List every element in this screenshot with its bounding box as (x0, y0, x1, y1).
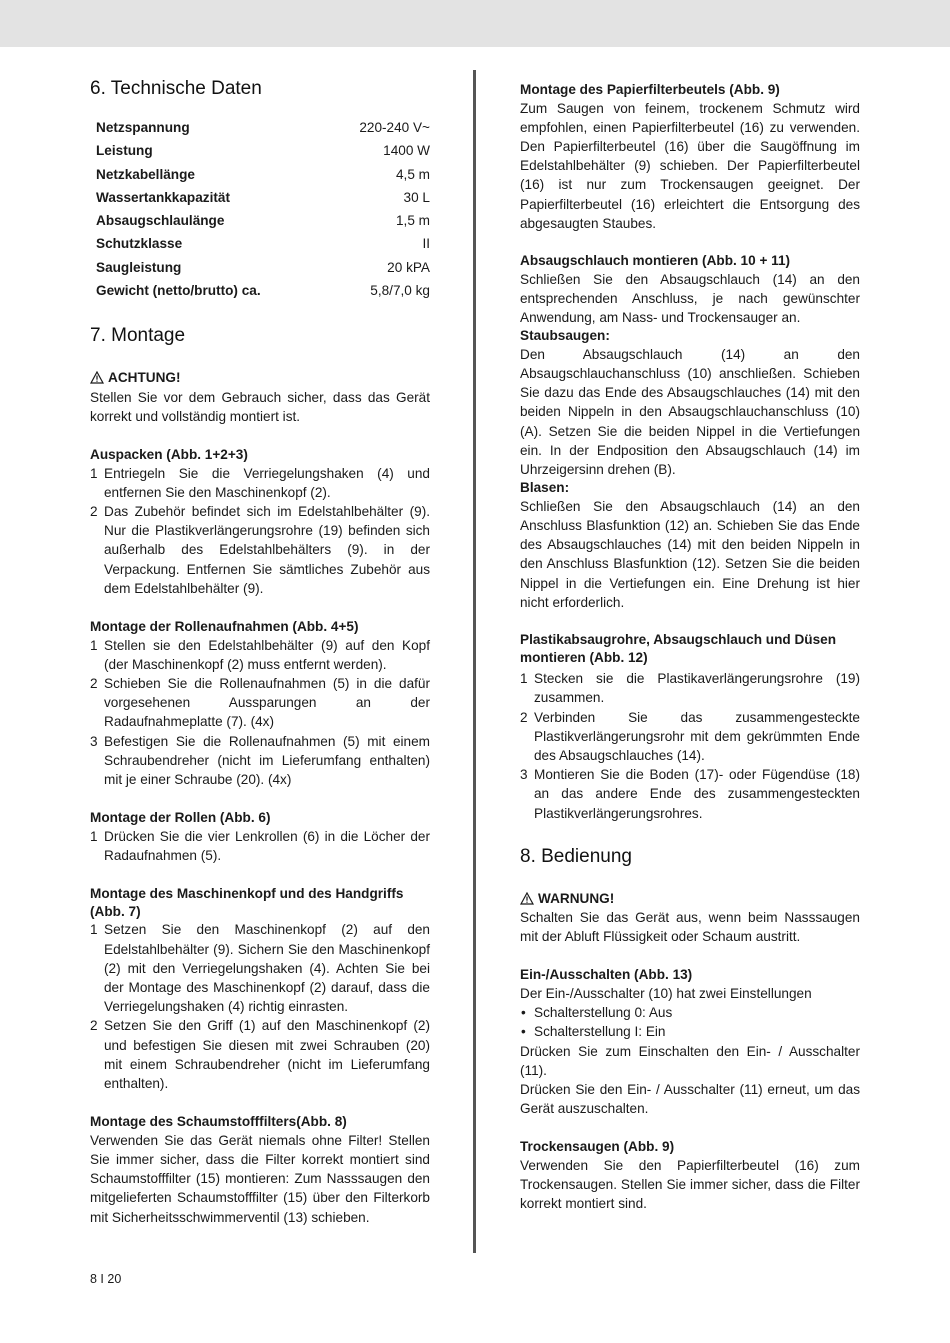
list-item (90, 674, 430, 732)
bullet-text: Schalterstellung I: Ein (534, 1024, 666, 1040)
warning-triangle-icon (520, 892, 534, 905)
maschinenkopf-list (90, 920, 430, 1093)
subtitle-papierfilterbeutel: Montage des Papierfilterbeutels (Abb. 9) (520, 82, 780, 97)
list-item-number: 2 (520, 709, 528, 725)
staubsaugen-label: Staubsaugen: (520, 328, 610, 344)
list-item-text: Setzen Sie den Griff (1) auf den Maschinenkopf (2) und befestigen Sie diesen mit zwei Schrauben (20) mit einem Schraubendreher (nicht im Lieferumfang enthalten). (104, 1018, 430, 1092)
spec-label: Schutzklasse (96, 236, 183, 252)
spec-row (96, 256, 430, 279)
subtitle-ein-ausschalten: Ein-/Ausschalten (Abb. 13) (520, 967, 693, 983)
list-item-number: 1 (520, 671, 528, 687)
trockensaugen-text: Verwenden Sie den Papierfilterbeutel (16) zum Trockensaugen. Stellen Sie immer sicher, dass die Filter korrekt montiert sind. (520, 1158, 860, 1212)
blasen-text: Schließen Sie den Absaugschlauch (14) an den Anschluss Blasfunktion (12) an. Schieben Sie das Ende des Absaugschlauches (14) mit den beiden Nippeln in den Anschluss Blasfunktion (12). Setzen Sie die beiden Nippel in die Vertiefungen ein. Eine Drehung ist hier nicht erforderlich. (520, 498, 860, 610)
bullet-item (520, 1022, 860, 1041)
warnung-warning (520, 889, 860, 908)
schaumstofffilter-text: Verwenden Sie das Gerät niemals ohne Filter! Stellen Sie immer sicher, dass die Filter korrekt montiert sind Schaumstofffilter (15) montieren: Zum Nasssaugen den mitgelieferten Schaumstofffilter (15) über den Filterkorb mit Sicherheitsschwimmerventil (13) schieben. (90, 1132, 430, 1225)
spec-label: Gewicht (netto/brutto) ca. (96, 283, 261, 299)
achtung-warning (90, 368, 430, 387)
list-item-text: Stellen sie den Edelstahlbehälter (9) auf den Kopf (der Maschinenkopf (2) muss entfernt werden). (104, 637, 430, 672)
spec-row (96, 186, 430, 209)
section-title-bedienung: 8. Bedienung (520, 845, 632, 867)
bullet-glyph: • (521, 1024, 526, 1040)
list-item-number: 3 (90, 733, 98, 749)
spec-value: 220-240 V~ (359, 120, 430, 135)
list-item-text: Drücken Sie die vier Lenkrollen (6) in die Löcher der Radaufnahmen (5). (104, 828, 430, 864)
spec-value: 30 L (403, 189, 430, 205)
spec-row (96, 232, 430, 255)
warning-text: Schalten Sie das Gerät aus, wenn beim Nasssaugen mit der Abluft Flüssigkeit oder Schaum austritt. (520, 910, 860, 945)
list-item (520, 765, 860, 823)
list-item-number: 1 (90, 637, 98, 653)
schalter-intro: Der Ein-/Ausschalter (10) hat zwei Einstellungen (520, 986, 812, 1002)
list-item-text: Entriegeln Sie die Verriegelungshaken (4) und entfernen Sie den Maschinenkopf (2). (104, 465, 430, 500)
bullet-item (520, 1003, 860, 1022)
spec-row (96, 139, 430, 162)
subtitle-trockensaugen: Trockensaugen (Abb. 9) (520, 1139, 675, 1155)
spec-value: 20 kPA (387, 259, 430, 275)
technical-data-table (96, 116, 430, 302)
papierfilterbeutel-text: Zum Saugen von feinem, trockenem Schmutz wird empfohlen, einen Papierfilterbeutel (16) zu verwenden. Den Papierfilterbeutel (16) über die Saugöffnung im Edelstahlbehälter (9) schieben. Der Papierfilterbeutel (16) ist nur zum Trockensaugen geeignet. Der Papierfilterbeutel (16) erleichtert die Entsorgung des abgesaugten Staubes. (520, 100, 860, 231)
spec-label: Netzkabellänge (96, 166, 195, 182)
warning-label: ACHTUNG! (108, 370, 181, 386)
subtitle-rollen: Montage der Rollen (Abb. 6) (90, 810, 271, 826)
spec-row (96, 279, 430, 302)
list-item-text: Montieren Sie die Boden (17)- oder Fügendüse (18) an das andere Ende des zusammengesteckten Plastikverlängerungsrohres. (534, 767, 860, 821)
plastikabsaugrohre-list (520, 669, 860, 823)
list-item-number: 1 (90, 465, 98, 481)
rollenaufnahmen-list (90, 636, 430, 790)
spec-row (96, 116, 430, 139)
warning-label: WARNUNG! (538, 890, 615, 906)
list-item (90, 464, 430, 502)
section-title-technische-daten: 6. Technische Daten (90, 78, 262, 99)
spec-value: 1400 W (383, 143, 430, 159)
warning-text: Stellen Sie vor dem Gebrauch sicher, dass das Gerät korrekt und vollständig montiert ist. (90, 389, 430, 424)
spec-value: 4,5 m (396, 166, 430, 182)
schalter-text-ausschalten: Drücken Sie den Ein- / Ausschalter (11) erneut, um das Gerät auszuschalten. (520, 1082, 860, 1117)
list-item-text: Setzen Sie den Maschinenkopf (2) auf den Edelstahlbehälter (9). Sichern Sie den Maschinenkopf (2) mit den Verriegelungshaken (4). Achten Sie bei der Montage des Maschinenkopf (2) darauf, dass die Verriegelungshaken (4) richtig einrasten. (104, 922, 430, 1015)
list-item-text: Verbinden Sie das zusammengesteckte Plastikverlängerungsrohr mit dem gekrümmten Ende des Absaugschlauches (14). (534, 709, 860, 764)
spec-label: Absaugschlaulänge (96, 213, 225, 229)
subtitle-maschinenkopf: Montage des Maschinenkopf und des Handgriffs (Abb. 7) (90, 886, 404, 919)
absaugschlauch-intro: Schließen Sie den Absaugschlauch (14) an den entsprechenden Anschluss, je nach gewünschter Anwendung, am Nass- und Trockensauger an. (520, 271, 860, 326)
list-item-text: Stecken sie die Plastikaverlängerungsrohre (19) zusammen. (534, 671, 860, 706)
spec-value: 5,8/7,0 kg (370, 283, 430, 299)
subtitle-rollenaufnahmen: Montage der Rollenaufnahmen (Abb. 4+5) (90, 619, 359, 634)
subtitle-plastikabsaugrohre: Plastikabsaugrohre, Absaugschlauch und Düsen montieren (Abb. 12) (520, 632, 837, 665)
bullet-text: Schalterstellung 0: Aus (534, 1005, 673, 1021)
list-item-text: Schieben Sie die Rollenaufnahmen (5) in die dafür vorgesehenen Aussparungen an der Radaufnahmeplatte (7). (4x) (104, 676, 430, 730)
schalter-bullet-list (520, 1003, 860, 1041)
top-header-band (0, 0, 950, 47)
list-item (90, 1016, 430, 1093)
list-item (90, 502, 430, 598)
list-item (520, 669, 860, 707)
list-item (520, 708, 860, 766)
list-item (90, 732, 430, 790)
blasen-label: Blasen: (520, 480, 570, 496)
staubsaugen-text: Den Absaugschlauch (14) an den Absaugschlauchanschluss (10) anschließen. Schieben Sie dazu das Ende des Absaugschlauches (14) mit den beiden Nippeln in den Absaugschlauchanschluss (10) (A). Setzen Sie die beiden Nippel in die Vertiefungen ein. In der Endposition den Absaugschlauch (14) im Uhrzeigersinn drehen (B). (520, 346, 860, 478)
spec-value: 1,5 m (396, 213, 430, 229)
list-item-number: 1 (90, 922, 98, 938)
rollen-list (90, 827, 430, 865)
list-item-text: Das Zubehör befindet sich im Edelstahlbehälter (9). Nur die Plastikverlängerungsrohre (19) befinden sich außerhalb des Edelstahlbehälters (9). in der Verpackung. Entfernen Sie sämtliches Zubehör aus dem Edelstahlbehälter (9). (104, 503, 430, 596)
auspacken-list (90, 464, 430, 598)
list-item (90, 827, 430, 865)
spec-row (96, 163, 430, 186)
spec-row (96, 209, 430, 232)
list-item (90, 636, 430, 674)
page-number: 8 I 20 (90, 1272, 122, 1286)
list-item-number: 2 (90, 1018, 98, 1034)
list-item-number: 2 (90, 503, 98, 519)
subtitle-absaugschlauch: Absaugschlauch montieren (Abb. 10 + 11) (520, 253, 791, 269)
subtitle-schaumstofffilter: Montage des Schaumstofffilters(Abb. 8) (90, 1114, 347, 1130)
spec-label: Leistung (96, 143, 153, 159)
section-title-montage: 7. Montage (90, 325, 186, 347)
list-item-number: 2 (90, 676, 98, 691)
warning-triangle-icon (90, 371, 104, 384)
bullet-glyph: • (521, 1005, 526, 1021)
subtitle-auspacken: Auspacken (Abb. 1+2+3) (90, 446, 248, 462)
list-item (90, 920, 430, 1016)
left-column (90, 76, 430, 1227)
list-item-text: Befestigen Sie die Rollenaufnahmen (5) mit einem Schraubendreher (nicht im Lieferumfang enthalten) mit je einer Schraube (20). (4x) (104, 733, 430, 788)
spec-label: Netzspannung (96, 120, 190, 135)
list-item-number: 1 (90, 828, 98, 844)
schalter-text-einschalten: Drücken Sie zum Einschalten den Ein- / Ausschalter (11). (520, 1043, 860, 1078)
spec-label: Wassertankkapazität (96, 189, 230, 205)
spec-value: II (422, 236, 430, 252)
right-column (520, 81, 860, 1214)
spec-label: Saugleistung (96, 259, 182, 275)
list-item-number: 3 (520, 767, 528, 783)
column-divider (473, 70, 476, 1253)
